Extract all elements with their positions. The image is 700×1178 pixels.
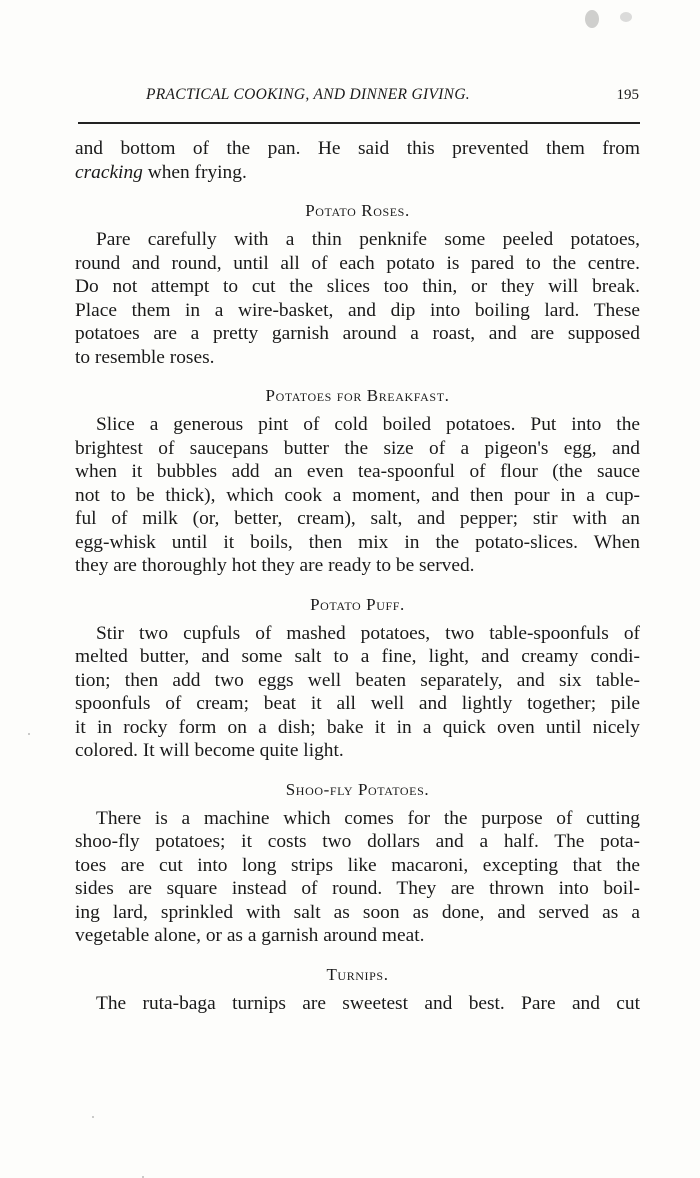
section-heading: Potatoes for Breakfast. xyxy=(265,386,450,405)
section-potato-puff xyxy=(75,594,640,763)
paragraph-line: Place them in a wire-basket, and dip into boiling lard. These xyxy=(75,299,640,321)
section-heading: Potato Roses. xyxy=(305,201,410,220)
scan-speck xyxy=(620,12,632,22)
paragraph-line: tion; then add two eggs well beaten separately, and six table- xyxy=(75,669,640,691)
paragraph-line: when it bubbles add an even tea-spoonful of flour (the sauce xyxy=(75,461,640,482)
page-header xyxy=(76,86,641,108)
intro-line-rest: when frying. xyxy=(147,161,247,183)
paragraph-line: colored. It will become quite light. xyxy=(75,740,344,761)
paragraph-line: shoo-fly potatoes; it costs two dollars and a half. The pota- xyxy=(75,831,640,852)
page-body xyxy=(75,137,640,1015)
paragraph-line: melted butter, and some salt to a fine, light, and creamy condi- xyxy=(75,646,640,667)
paragraph-line: spoonfuls of cream; beat it all well and lightly together; pile xyxy=(75,693,640,714)
section-turnips xyxy=(75,964,640,1016)
section-potatoes-for-breakfast xyxy=(75,385,640,578)
section-potato-roses xyxy=(75,200,640,369)
intro-line: and bottom of the pan. He said this prevented them from xyxy=(75,138,640,159)
paragraph-line: vegetable alone, or as a garnish around meat. xyxy=(75,925,425,946)
section-shoo-fly-potatoes xyxy=(75,779,640,948)
paragraph-line: they are thoroughly hot they are ready to be served. xyxy=(75,555,475,576)
paragraph-line: toes are cut into long strips like macaroni, excepting that the xyxy=(75,854,640,876)
paragraph-line: Slice a generous pint of cold boiled potatoes. Put into the xyxy=(96,414,640,435)
scan-speck xyxy=(585,10,599,28)
paragraph-line: The ruta-baga turnips are sweetest and best. Pare and cut xyxy=(96,992,640,1014)
paragraph-line: Do not attempt to cut the slices too thin, or they will break. xyxy=(75,276,640,297)
header-rule xyxy=(78,122,640,124)
paragraph-line: Stir two cupfuls of mashed potatoes, two table-spoonfuls of xyxy=(96,622,640,644)
scan-speck xyxy=(28,733,30,735)
paragraph-line: it in rocky form on a dish; bake it in a quick oven until nicely xyxy=(75,716,640,738)
italic-word: cracking xyxy=(75,161,143,183)
paragraph-line: to resemble roses. xyxy=(75,346,215,368)
paragraph-line: not to be thick), which cook a moment, and then pour in a cup- xyxy=(75,484,640,506)
section-heading: Turnips. xyxy=(326,964,389,984)
paragraph-line: egg-whisk until it boils, then mix in the potato-slices. When xyxy=(75,531,640,553)
paragraph-line: ing lard, sprinkled with salt as soon as done, and served as a xyxy=(75,901,640,923)
paragraph-line: round and round, until all of each potato is pared to the centre. xyxy=(75,252,640,274)
scan-speck xyxy=(92,1116,94,1118)
paragraph-line: potatoes are a pretty garnish around a roast, and are supposed xyxy=(75,323,640,344)
paragraph-line: ful of milk (or, better, cream), salt, and pepper; stir with an xyxy=(75,508,640,529)
paragraph-line: sides are square instead of round. They are thrown into boil- xyxy=(75,878,640,899)
page-number: 195 xyxy=(616,87,639,103)
paragraph-line: brightest of saucepans butter the size of a pigeon's egg, and xyxy=(75,437,640,459)
paragraph-line: There is a machine which comes for the purpose of cutting xyxy=(96,807,640,829)
intro-line xyxy=(75,161,640,185)
section-heading: Shoo-fly Potatoes. xyxy=(285,779,430,799)
section-heading: Potato Puff. xyxy=(310,594,405,614)
running-title: PRACTICAL COOKING, AND DINNER GIVING. xyxy=(146,86,470,103)
paragraph-line: Pare carefully with a thin penknife some peeled potatoes, xyxy=(96,229,640,250)
